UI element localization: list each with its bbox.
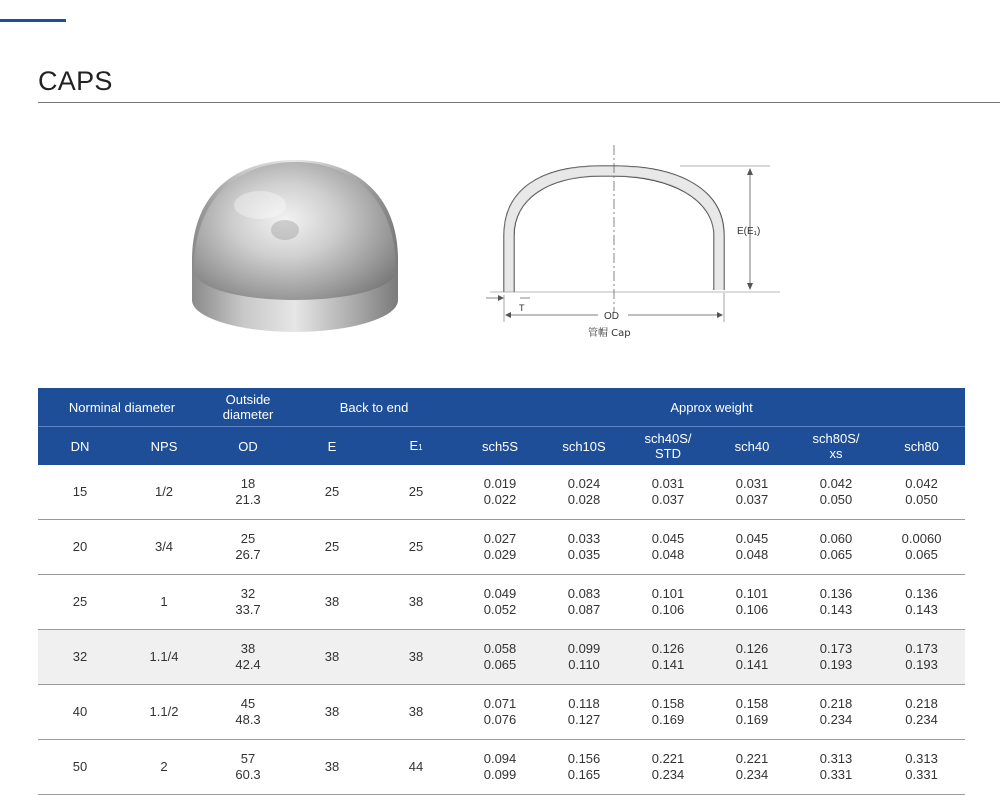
cell-dn: 25: [38, 575, 122, 630]
cell-dn: 40: [38, 685, 122, 740]
header-back-to-end: Back to end: [290, 388, 458, 427]
col-sch5s: sch5S: [458, 427, 542, 466]
cell-od: 57 60.3: [206, 740, 290, 795]
table-row: [38, 740, 965, 795]
col-sch10s: sch10S: [542, 427, 626, 466]
cell-nps: 1/2: [122, 465, 206, 520]
caps-spec-table: [38, 388, 965, 795]
cell-nps: 1.1/4: [122, 630, 206, 685]
accent-bar: [0, 19, 66, 22]
cell-e1: 38: [374, 685, 458, 740]
cell-sch80: 0.0060 0.065: [878, 520, 965, 575]
cell-sch80: 0.136 0.143: [878, 575, 965, 630]
cell-e1: 25: [374, 465, 458, 520]
header-nominal-diameter: Norminal diameter: [38, 388, 206, 427]
cell-dn: 20: [38, 520, 122, 575]
col-sch40s-std: sch40S/ STD: [626, 427, 710, 466]
cell-sch80: 0.042 0.050: [878, 465, 965, 520]
height-dimension-label: E(E₁): [737, 226, 761, 237]
cell-od: 32 33.7: [206, 575, 290, 630]
cell-od: 38 42.4: [206, 630, 290, 685]
table-row: [38, 520, 965, 575]
cell-sch40s: 0.126 0.141: [626, 630, 710, 685]
cell-dn: 32: [38, 630, 122, 685]
cell-od: 45 48.3: [206, 685, 290, 740]
cell-sch40s: 0.221 0.234: [626, 740, 710, 795]
cell-dn: 50: [38, 740, 122, 795]
od-dimension-label: OD: [604, 311, 619, 322]
cell-sch5s: 0.058 0.065: [458, 630, 542, 685]
cell-e1: 44: [374, 740, 458, 795]
col-od: OD: [206, 427, 290, 466]
table-row: [38, 630, 965, 685]
cell-e: 38: [290, 575, 374, 630]
col-e1-letter: E: [409, 437, 419, 453]
cell-sch10s: 0.118 0.127: [542, 685, 626, 740]
col-sch40: sch40: [710, 427, 794, 466]
cell-e: 38: [290, 740, 374, 795]
cell-nps: 3/4: [122, 520, 206, 575]
cap-technical-drawing: [480, 140, 780, 350]
col-e1-subscript: 1: [418, 442, 423, 452]
cell-sch80s: 0.313 0.331: [794, 740, 878, 795]
table-row: [38, 575, 965, 630]
col-dn: DN: [38, 427, 122, 466]
col-e1: [374, 427, 458, 466]
cell-sch5s: 0.094 0.099: [458, 740, 542, 795]
cell-sch80: 0.313 0.331: [878, 740, 965, 795]
header-group-row: [38, 388, 965, 427]
cell-sch40: 0.045 0.048: [710, 520, 794, 575]
cap-product-photo: [180, 150, 410, 350]
cell-od: 18 21.3: [206, 465, 290, 520]
cell-sch5s: 0.071 0.076: [458, 685, 542, 740]
cell-nps: 2: [122, 740, 206, 795]
cell-dn: 15: [38, 465, 122, 520]
page-title: CAPS: [38, 66, 113, 97]
cell-nps: 1: [122, 575, 206, 630]
title-divider: [38, 102, 1000, 103]
header-outside-diameter: Outside diameter: [206, 388, 290, 427]
cell-sch80: 0.218 0.234: [878, 685, 965, 740]
header-column-row: [38, 427, 965, 466]
cell-sch80: 0.173 0.193: [878, 630, 965, 685]
cell-sch80s: 0.042 0.050: [794, 465, 878, 520]
cell-sch80s: 0.136 0.143: [794, 575, 878, 630]
cell-sch40: 0.126 0.141: [710, 630, 794, 685]
cell-sch40: 0.101 0.106: [710, 575, 794, 630]
col-sch80: sch80: [878, 427, 965, 466]
cell-sch10s: 0.024 0.028: [542, 465, 626, 520]
cell-od: 25 26.7: [206, 520, 290, 575]
cell-sch5s: 0.027 0.029: [458, 520, 542, 575]
cell-sch40: 0.031 0.037: [710, 465, 794, 520]
cell-sch40s: 0.158 0.169: [626, 685, 710, 740]
cell-sch40: 0.158 0.169: [710, 685, 794, 740]
cell-nps: 1.1/2: [122, 685, 206, 740]
cell-sch40s: 0.031 0.037: [626, 465, 710, 520]
table-row: [38, 685, 965, 740]
cell-e: 38: [290, 630, 374, 685]
cell-e: 38: [290, 685, 374, 740]
cell-sch10s: 0.099 0.110: [542, 630, 626, 685]
cell-sch5s: 0.019 0.022: [458, 465, 542, 520]
cell-sch10s: 0.083 0.087: [542, 575, 626, 630]
cell-sch80s: 0.173 0.193: [794, 630, 878, 685]
col-sch80s-xs: sch80S/ xs: [794, 427, 878, 466]
cell-sch10s: 0.033 0.035: [542, 520, 626, 575]
cell-sch80s: 0.218 0.234: [794, 685, 878, 740]
thickness-label: T: [519, 303, 525, 313]
col-e: E: [290, 427, 374, 466]
cell-sch40s: 0.101 0.106: [626, 575, 710, 630]
cell-sch40s: 0.045 0.048: [626, 520, 710, 575]
cell-sch10s: 0.156 0.165: [542, 740, 626, 795]
col-nps: NPS: [122, 427, 206, 466]
drawing-caption: 管帽 Cap: [588, 328, 631, 339]
cell-sch5s: 0.049 0.052: [458, 575, 542, 630]
cell-e1: 38: [374, 630, 458, 685]
table-row: [38, 465, 965, 520]
header-approx-weight: Approx weight: [458, 388, 965, 427]
cell-e1: 38: [374, 575, 458, 630]
cell-e: 25: [290, 520, 374, 575]
cell-sch40: 0.221 0.234: [710, 740, 794, 795]
cell-e: 25: [290, 465, 374, 520]
cell-sch80s: 0.060 0.065: [794, 520, 878, 575]
cell-e1: 25: [374, 520, 458, 575]
